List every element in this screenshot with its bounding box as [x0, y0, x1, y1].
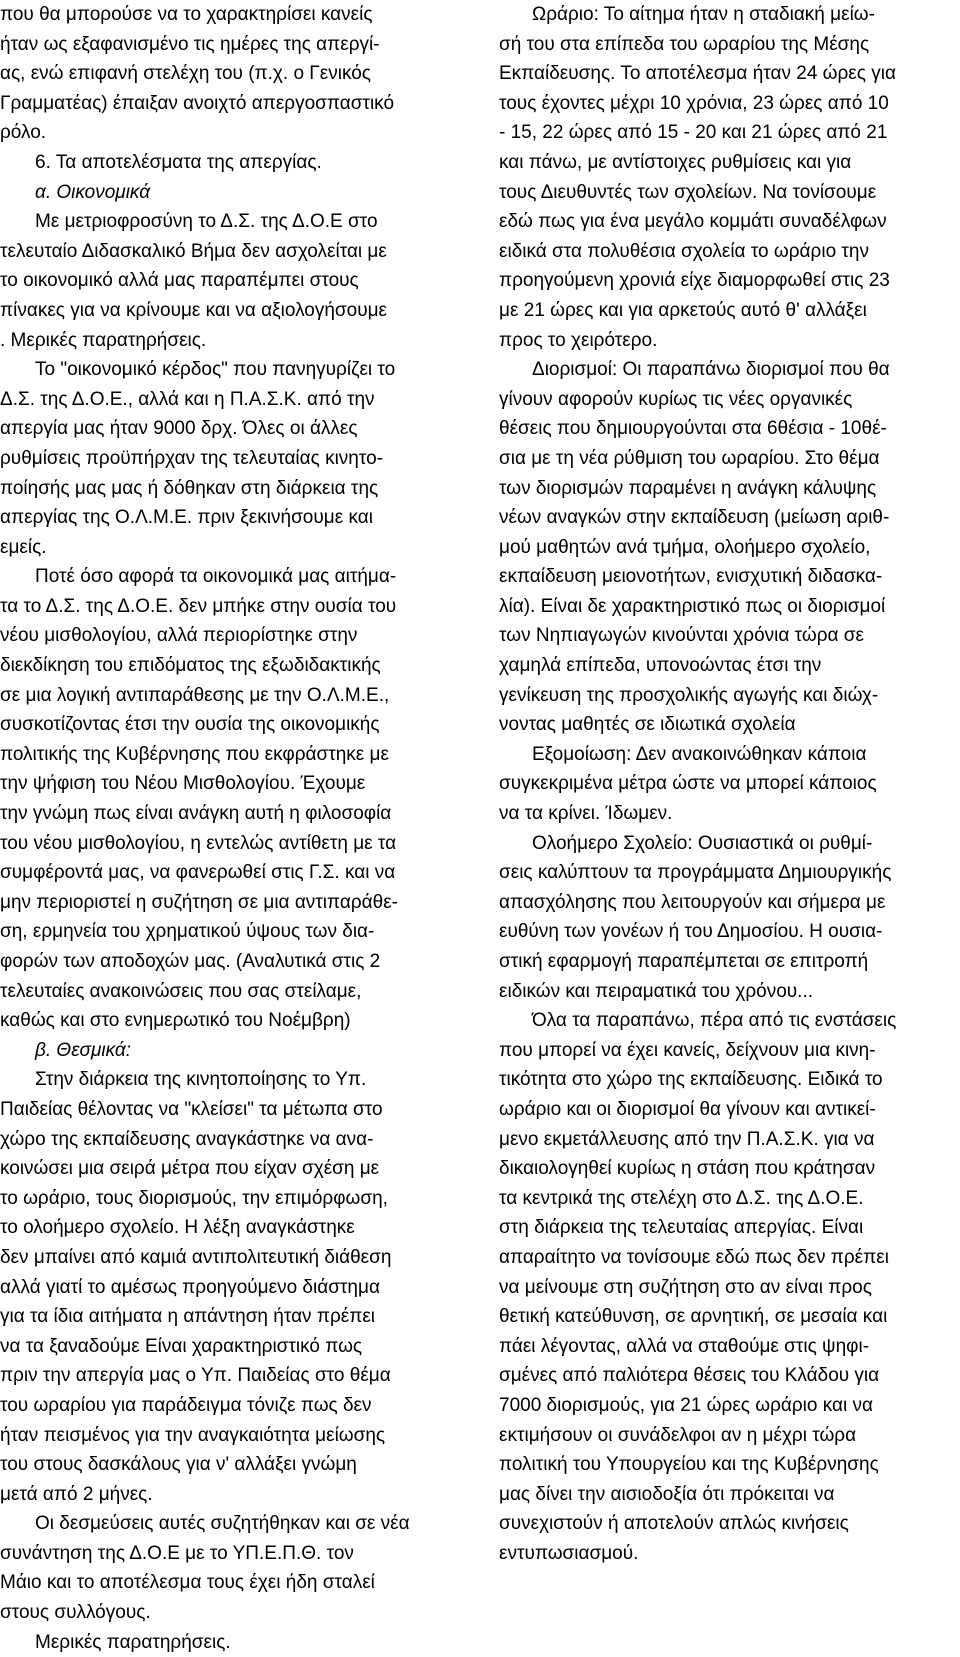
text-line: ρόλο. [0, 122, 47, 144]
text-line: δεν μπαίνει από καμιά αντιπολιτευτική διάθεση [0, 1246, 392, 1268]
right-column [499, 0, 960, 1568]
text-line: ρυθμίσεις προϋπήρχαν της τελευταίας κινητο- [0, 447, 383, 469]
text-line: σμένες από παλιότερα θέσεις του Κλάδου για [499, 1365, 880, 1387]
text-line: τικότητα στο χώρο της εκπαίδευσης. Ειδικά το [499, 1069, 883, 1091]
section-heading: 6. Τα αποτελέσματα της απεργίας. [35, 151, 322, 173]
text-line: Μερικές παρατηρήσεις. [35, 1631, 231, 1653]
text-line: το ωράριο, τους διορισμούς, την επιμόρφωση, [0, 1187, 388, 1209]
text-line: προηγούμενη χρονιά είχε διαμορφωθεί στις 23 [499, 270, 890, 292]
text-line: του νέου μισθολογίου, η εντελώς αντίθετη με τα [0, 832, 397, 854]
text-line: σεις καλύπτουν τα προγράμματα Δημιουργικής [499, 862, 892, 884]
text-line: των διορισμών παραμένει η ανάγκη κάλυψης [499, 477, 877, 499]
text-line: και πάνω, με αντίστοιχες ρυθμίσεις και για [499, 151, 852, 173]
text-line: με 21 ώρες και για αρκετούς αυτό θ' αλλάξει [499, 299, 867, 321]
text-line: πίνακες για να κρίνουμε και να αξιολογήσουμε [0, 299, 388, 321]
text-line: εμείς. [0, 536, 47, 558]
text-line: να μείνουμε στη συζήτηση στο αν είναι προς [499, 1276, 872, 1298]
text-line: πάει λέγοντας, αλλά να σταθούμε στις ψηφι- [499, 1335, 870, 1357]
text-line: συνάντηση της Δ.Ο.Ε με το ΥΠ.Ε.Π.Θ. τον [0, 1542, 354, 1564]
text-line: χώρο της εκπαίδευσης αναγκάστηκε να ανα- [0, 1128, 374, 1150]
text-line: νέου μισθολογίου, αλλά περιορίστηκε στην [0, 625, 358, 647]
left-column [0, 0, 468, 1657]
text-line: Το "οικονομικό κέρδος" που πανηγυρίζει το [35, 359, 396, 381]
text-line: τελευταίες ανακοινώσεις που σας στείλαμε, [0, 980, 362, 1002]
text-line: ειδικών και πειραματικά του χρόνου... [499, 980, 814, 1002]
text-line: προς το χειρότερο. [499, 329, 658, 351]
text-line: το οικονομικό αλλά μας παραπέμπει στους [0, 270, 359, 292]
text-line: νέων αναγκών στην εκπαίδευση (μείωση αριθ- [499, 507, 890, 529]
text-line: σε μια λογική αντιπαράθεσης με την Ο.Λ.Μ.Ε., [0, 684, 390, 706]
text-line: για τα ίδια αιτήματα η απάντηση ήταν πρέπει [0, 1306, 376, 1328]
text-line: ποίησής μας μας ή δόθηκαν στη διάρκεια της [0, 477, 379, 499]
text-line: συσκοτίζοντας έτσι την ουσία της οικονομικής [0, 714, 380, 736]
text-line: απαραίτητο να τονίσουμε εδώ πως δεν πρέπει [499, 1246, 889, 1268]
text-line: Διορισμοί: Οι παραπάνω διορισμοί που θα [532, 359, 890, 381]
text-line: Εκπαίδευσης. Το αποτέλεσμα ήταν 24 ώρες για [499, 63, 896, 85]
text-line: συγκεκριμένα μέτρα ώστε να μπορεί κάποιος [499, 773, 877, 795]
text-line: ειδικά στα πολυθέσια σχολεία το ωράριο την [499, 240, 869, 262]
text-line: Με μετριοφροσύνη το Δ.Σ. της Δ.Ο.Ε στο [35, 211, 378, 233]
text-line: αλλά γιατί το αμέσως προηγούμενο διάστημα [0, 1276, 380, 1298]
text-line: απεργία μας ήταν 9000 δρχ. Όλες οι άλλες [0, 418, 358, 440]
text-line: μην περιοριστεί η συζήτηση σε μια αντιπαράθε- [0, 891, 399, 913]
text-line: Μάιο και το αποτέλεσμα τους έχει ήδη σταλεί [0, 1572, 375, 1594]
text-line: εκτιμήσουν οι συνάδελφοι αν η μέχρι τώρα [499, 1424, 857, 1446]
text-line: εκπαίδευση μειονοτήτων, ενισχυτική διδασκα- [499, 566, 883, 588]
text-line: κοινώσει μια σειρά μέτρα που είχαν σχέση με [0, 1158, 380, 1180]
text-line: στική εφαρμογή παραπέμπεται σε επιτροπή [499, 951, 869, 972]
text-line: . Μερικές παρατηρήσεις. [0, 329, 207, 351]
text-line: απεργίας της Ο.Λ.Μ.Ε. πριν ξεκινήσουμε και [0, 507, 373, 529]
text-line: πολιτική του Υπουργείου και της Κυβέρνησης [499, 1454, 879, 1476]
text-line: - 15, 22 ώρες από 15 - 20 και 21 ώρες από 21 [499, 122, 888, 144]
text-line: στη διάρκεια της τελευταίας απεργίας. Είναι [499, 1217, 864, 1239]
text-line: ήταν πεισμένος για την αναγκαιότητα μείωσης [0, 1424, 386, 1446]
text-line: μενο εκμετάλλευσης από την Π.Α.Σ.Κ. για να [499, 1128, 875, 1150]
text-line: των Νηπιαγωγών κινούνται χρόνια τώρα σε [499, 625, 864, 647]
text-line: την γνώμη πως είναι ανάγκη αυτή η φιλοσοφία [0, 803, 392, 825]
text-line: να τα ξαναδούμε Είναι χαρακτηριστικό πως [0, 1335, 363, 1357]
text-line: σή του στα επίπεδα του ωραρίου της Μέσης [499, 33, 870, 55]
text-line: του στους δασκάλους για ν' αλλάξει γνώμη [0, 1454, 357, 1476]
text-line: Εξομοίωση: Δεν ανακοινώθηκαν κάποια [532, 743, 867, 765]
text-line: που μπορεί να έχει κανείς, δείχνουν μια κινη- [499, 1039, 876, 1061]
text-line: να τα κρίνει. Ίδωμεν. [499, 803, 673, 825]
text-line: μετά από 2 μήνες. [0, 1483, 153, 1505]
text-line: θετική κατεύθυνση, σε αρνητική, σε μεσαία και [499, 1306, 888, 1328]
text-line: Στην διάρκεια της κινητοποίησης το Υπ. [35, 1069, 367, 1091]
text-line: καθώς και στο ενημερωτικό του Νοέμβρη) [0, 1010, 351, 1032]
text-line: Οι δεσμεύσεις αυτές συζητήθηκαν και σε νέα [35, 1513, 410, 1535]
text-line: συμφέροντά μας, να φανερωθεί στις Γ.Σ. και να [0, 862, 396, 884]
text-line: τελευταίο Διδασκαλικό Βήμα δεν ασχολείται με [0, 240, 387, 262]
text-line: Γραμματέας) έπαιξαν ανοιχτό απεργοσπαστικό [0, 92, 395, 114]
text-line: νοντας μαθητές σε ιδιωτικά σχολεία [499, 714, 796, 736]
text-line: το ολοήμερο σχολείο. Η λέξη αναγκάστηκε [0, 1217, 355, 1239]
text-line: σια με τη νέα ρύθμιση του ωραρίου. Στο θέμα [499, 447, 880, 469]
text-line: ας, ενώ επιφανή στελέχη του (π.χ. ο Γενικός [0, 63, 371, 85]
text-line: την ψήφιση του Νέου Μισθολογίου. Έχουμε [0, 773, 366, 795]
text-line: Ποτέ όσο αφορά τα οικονομικά μας αιτήμα- [35, 566, 397, 588]
text-line: γενίκευση της προσχολικής αγωγής και διώχ- [499, 684, 879, 706]
text-line: πριν την απεργία μας ο Υπ. Παιδείας στο θέμα [0, 1365, 391, 1387]
text-line: λία). Είναι δε χαρακτηριστικό πως οι διορισμοί [499, 595, 886, 617]
text-line: Όλα τα παραπάνω, πέρα από τις ενστάσεις [532, 1010, 897, 1032]
text-line: γίνουν αφορούν κυρίως τις νέες οργανικές [499, 388, 853, 410]
text-line: φορών των αποδοχών μας. (Αναλυτικά στις 2 [0, 951, 381, 972]
text-line: ευθύνη των γονέων ή του Δημοσίου. Η ουσια- [499, 921, 883, 943]
text-line: 7000 διορισμούς, για 21 ώρες ωράριο και να [499, 1394, 873, 1416]
text-line: συνεχιστούν ή αποτελούν απλώς κινήσεις [499, 1513, 849, 1535]
text-line: που θα μπορούσε να το χαρακτηρίσει κανείς [0, 4, 373, 25]
text-line: Δ.Σ. της Δ.Ο.Ε., αλλά και η Π.Α.Σ.Κ. από την [0, 388, 375, 410]
text-line: χαμηλά επίπεδα, υπονοώντας έτσι την [499, 655, 822, 677]
text-line: διεκδίκηση του επιδόματος της εξωδιδακτικής [0, 655, 381, 677]
text-line: ση, ερμηνεία του χρηματικού ύψους των δια- [0, 921, 375, 943]
text-line: στους συλλόγους. [0, 1602, 151, 1624]
text-line: μού μαθητών ανά τμήμα, ολοήμερο σχολείο, [499, 536, 871, 558]
text-line: ωράριο και οι διορισμοί θα γίνουν και αντικεί- [499, 1098, 876, 1120]
text-line: δικαιολογηθεί κυρίως η στάση που κράτησαν [499, 1158, 876, 1180]
text-line: εδώ πως για ένα μεγάλο κομμάτι συναδέλφων [499, 211, 887, 233]
text-line: τα κεντρικά της στελέχη στο Δ.Σ. της Δ.Ο.Ε. [499, 1187, 864, 1209]
text-line: θέσεις που δημιουργούνται στα 6θέσια - 10θέ- [499, 418, 887, 440]
text-line: πολιτικής της Κυβέρνησης που εκφράστηκε με [0, 743, 389, 765]
text-line: ήταν ως εξαφανισμένο τις ημέρες της απεργί- [0, 33, 380, 55]
text-line: Παιδείας θέλοντας να "κλείσει" τα μέτωπα στο [0, 1098, 383, 1120]
text-line: τους έχοντες μέχρι 10 χρόνια, 23 ώρες από 10 [499, 92, 889, 114]
text-line: Ολοήμερο Σχολείο: Ουσιαστικά οι ρυθμί- [532, 832, 873, 854]
subsection-heading: α. Οικονομικά [35, 181, 151, 203]
text-line: απασχόλησης που λειτουργούν και σήμερα με [499, 891, 886, 913]
subsection-heading: β. Θεσμικά: [35, 1039, 132, 1061]
text-line: τους Διευθυντές των σχολείων. Να τονίσουμε [499, 181, 877, 203]
text-line: εντυπωσιασμού. [499, 1542, 639, 1564]
text-line: μας δίνει την αισιοδοξία ότι πρόκειται να [499, 1483, 835, 1505]
text-line: Ωράριο: Το αίτημα ήταν η σταδιακή μείω- [532, 4, 875, 25]
text-line: τα το Δ.Σ. της Δ.Ο.Ε. δεν μπήκε στην ουσία του [0, 595, 397, 617]
text-line: του ωραρίου για παράδειγμα τόνιζε πως δεν [0, 1394, 372, 1416]
